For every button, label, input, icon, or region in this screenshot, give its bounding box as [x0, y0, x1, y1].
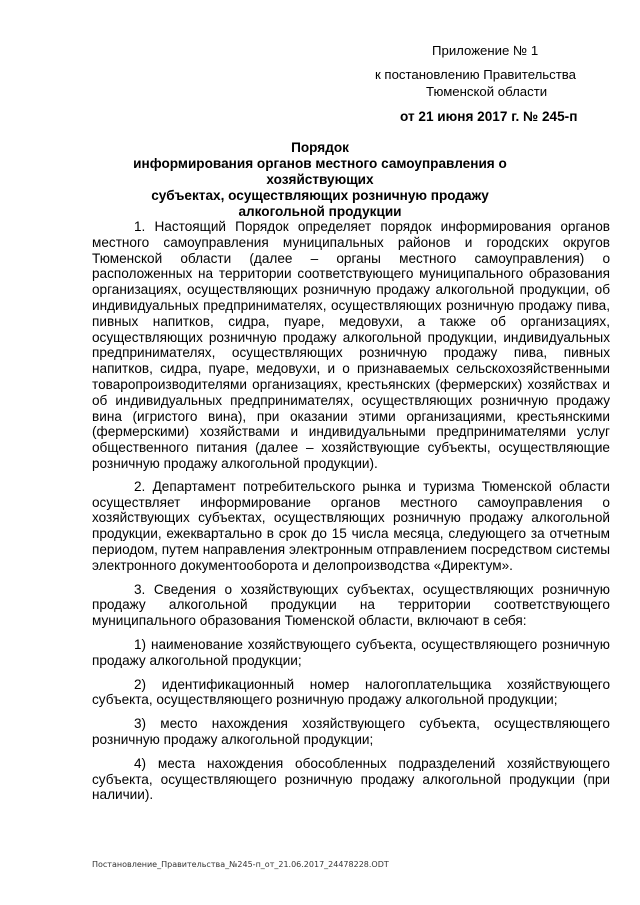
list-item-3: 3) место нахождения хозяйствующего субъекта, осуществляющего розничную продажу алкогольной продукции;	[92, 716, 610, 747]
paragraph-1: 1. Настоящий Порядок определяет порядок информирования органов местного самоуправления муниципальных районов и городских округов Тюменской области (далее – органы местного самоуправления) о расположенных на территории соответствующего муниципального образования организациях, осуществляющих розничную продажу алкогольной продукции, об индивидуальных предпринимателях, осуществляющих розничную продажу пива, пивных напитков, сидра, пуаре, медовухи, а также об организациях, осуществляющих розничную продажу алкогольной продукции, индивидуальных предпринимателях, осуществляющих розничную продажу пива, пивных напитков, сидра, пуаре, медовухи, и о признаваемых сельскохозяйственными товаропроизводителями организациях, крестьянских (фермерских) хозяйствах и об индивидуальных предпринимателях, осуществляющих розничную продажу вина (игристого вина), при оказании этими организациями, крестьянскими (фермерскими) хозяйствами и индивидуальными предпринимателями услуг общественного питания (далее – хозяйствующие субъекты, осуществляющие розничную продажу алкогольной продукции).	[92, 219, 610, 471]
paragraph-2: 2. Департамент потребительского рынка и туризма Тюменской области осуществляет информирование органов местного самоуправления о хозяйствующих субъектах, осуществляющих розничную продажу алкогольной продукции, ежеквартально в срок до 15 числа месяца, следующего за отчетным периодом, путем направления электронным отправлением посредством системы электронного документооборота и делопроизводства «Директум».	[92, 478, 610, 573]
list-item-2: 2) идентификационный номер налогоплательщика хозяйствующего субъекта, осуществляющего розничную продажу алкогольной продукции;	[92, 676, 610, 708]
appendix-date-number: от 21 июня 2017 г. № 245-п	[400, 109, 578, 124]
paragraph-3: 3. Сведения о хозяйствующих субъектах, осуществляющих розничную продажу алкогольной продукции на территории соответствующего муниципального образования Тюменской области, включают в себя:	[92, 581, 610, 629]
appendix-number: Приложение № 1	[432, 43, 539, 58]
footer-filename: Постановление_Правительства_№245-п_от_21.06.2017_24478228.ODT	[92, 860, 389, 869]
title-line-4: алкогольной продукции	[238, 204, 402, 219]
appendix-reference: к постановлению Правительства	[375, 67, 576, 82]
title-line-2: информирования органов местного самоуправления о хозяйствующих	[133, 156, 507, 187]
document-title	[80, 140, 560, 220]
list-item-1: 1) наименование хозяйствующего субъекта, осуществляющего розничную продажу алкогольной продукции;	[92, 636, 610, 668]
appendix-header	[340, 42, 600, 125]
title-line-3: субъектах, осуществляющих розничную продажу	[151, 188, 489, 203]
appendix-region: Тюменской области	[426, 84, 548, 99]
title-line-1: Порядок	[291, 140, 349, 155]
document-body	[92, 219, 610, 811]
list-item-4: 4) места нахождения обособленных подразделений хозяйствующего субъекта, осуществляющего розничную продажу алкогольной продукции (при наличии).	[92, 755, 610, 803]
